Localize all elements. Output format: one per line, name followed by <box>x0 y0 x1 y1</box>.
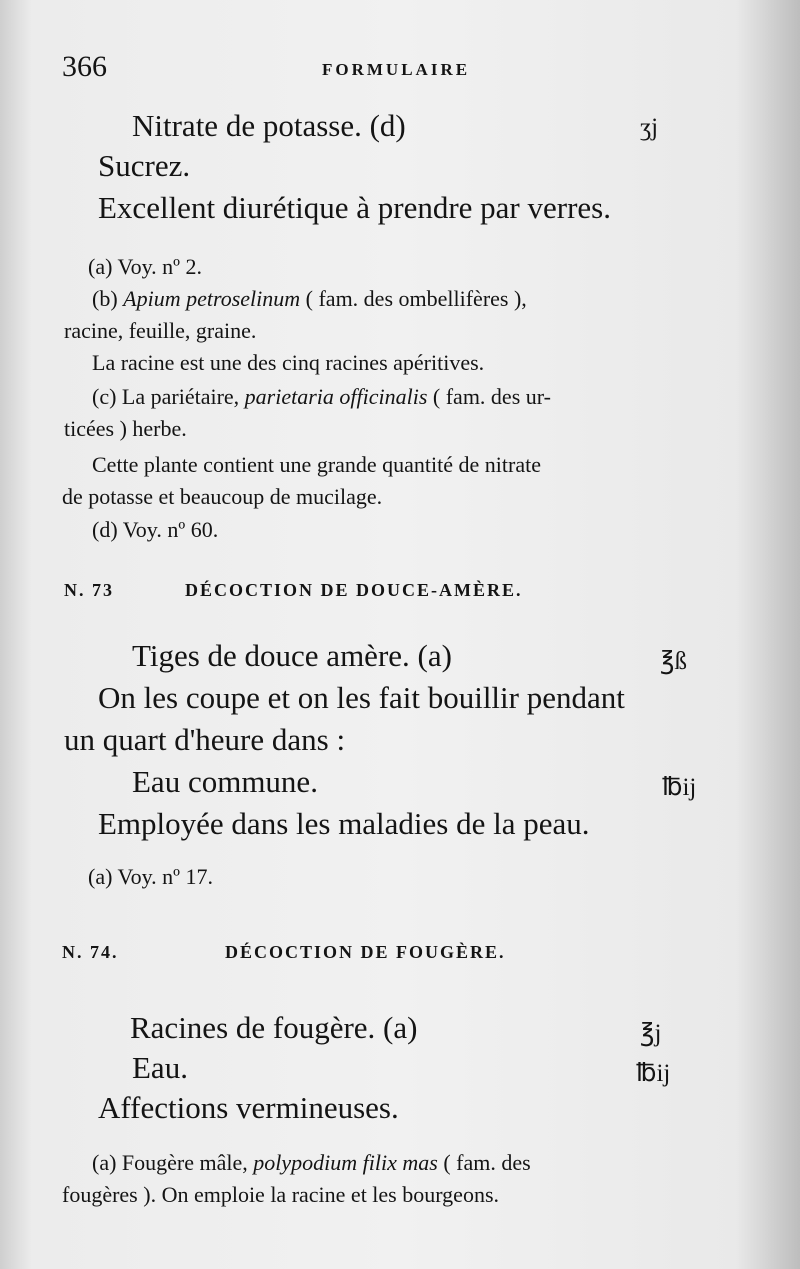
footnote: (a) Fougère mâle, polypodium filix mas ( fam. des <box>92 1150 531 1175</box>
footnote: racine, feuille, graine. <box>64 318 257 343</box>
footnote: de potasse et beaucoup de mucilage. <box>62 484 383 509</box>
recipe-line: Eau commune. <box>132 764 318 799</box>
quantity: ʒj <box>640 114 659 141</box>
footnote: (a) Voy. nº 2. <box>88 254 202 279</box>
recipe-line: Racines de fougère. (a) <box>130 1010 418 1045</box>
page-number: 366 <box>62 50 107 83</box>
recipe-line: Tiges de douce amère. (a) <box>132 638 452 673</box>
recipe-line: Affections vermineuses. <box>98 1090 399 1125</box>
recipe-line: Employée dans les maladies de la peau. <box>98 806 590 841</box>
section-title: DÉCOCTION DE FOUGÈRE. <box>225 942 506 962</box>
footnote: (c) La pariétaire, parietaria officinalis ( fam. des ur- <box>92 384 551 409</box>
recipe-line: Excellent diurétique à prendre par verres. <box>98 190 611 225</box>
recipe-line: Nitrate de potasse. (d) <box>132 108 406 143</box>
footnote: (b) Apium petroselinum ( fam. des ombellifères ), <box>92 286 527 311</box>
recipe-line: Eau. <box>132 1050 188 1085</box>
quantity: ℥j <box>640 1020 662 1047</box>
recipe-line: un quart d'heure dans : <box>64 722 346 757</box>
footnote: (d) Voy. nº 60. <box>92 517 219 542</box>
quantity: ℔ij <box>662 774 697 801</box>
footnote: fougères ). On emploie la racine et les bourgeons. <box>62 1182 500 1207</box>
section-number: N. 74. <box>62 942 119 962</box>
footnote: La racine est une des cinq racines apéritives. <box>92 350 485 375</box>
section-title: DÉCOCTION DE DOUCE-AMÈRE. <box>185 580 523 600</box>
quantity: ℔ij <box>636 1060 671 1087</box>
footnote: Cette plante contient une grande quantité de nitrate <box>92 452 541 477</box>
recipe-line: On les coupe et on les fait bouillir pendant <box>98 680 625 715</box>
recipe-line: Sucrez. <box>98 148 191 183</box>
quantity: ℥ß <box>660 648 687 675</box>
footnote: ticées ) herbe. <box>64 416 187 441</box>
section-number: N. 73 <box>64 580 114 600</box>
footnote: (a) Voy. nº 17. <box>88 864 213 889</box>
running-head: FORMULAIRE <box>322 60 471 79</box>
